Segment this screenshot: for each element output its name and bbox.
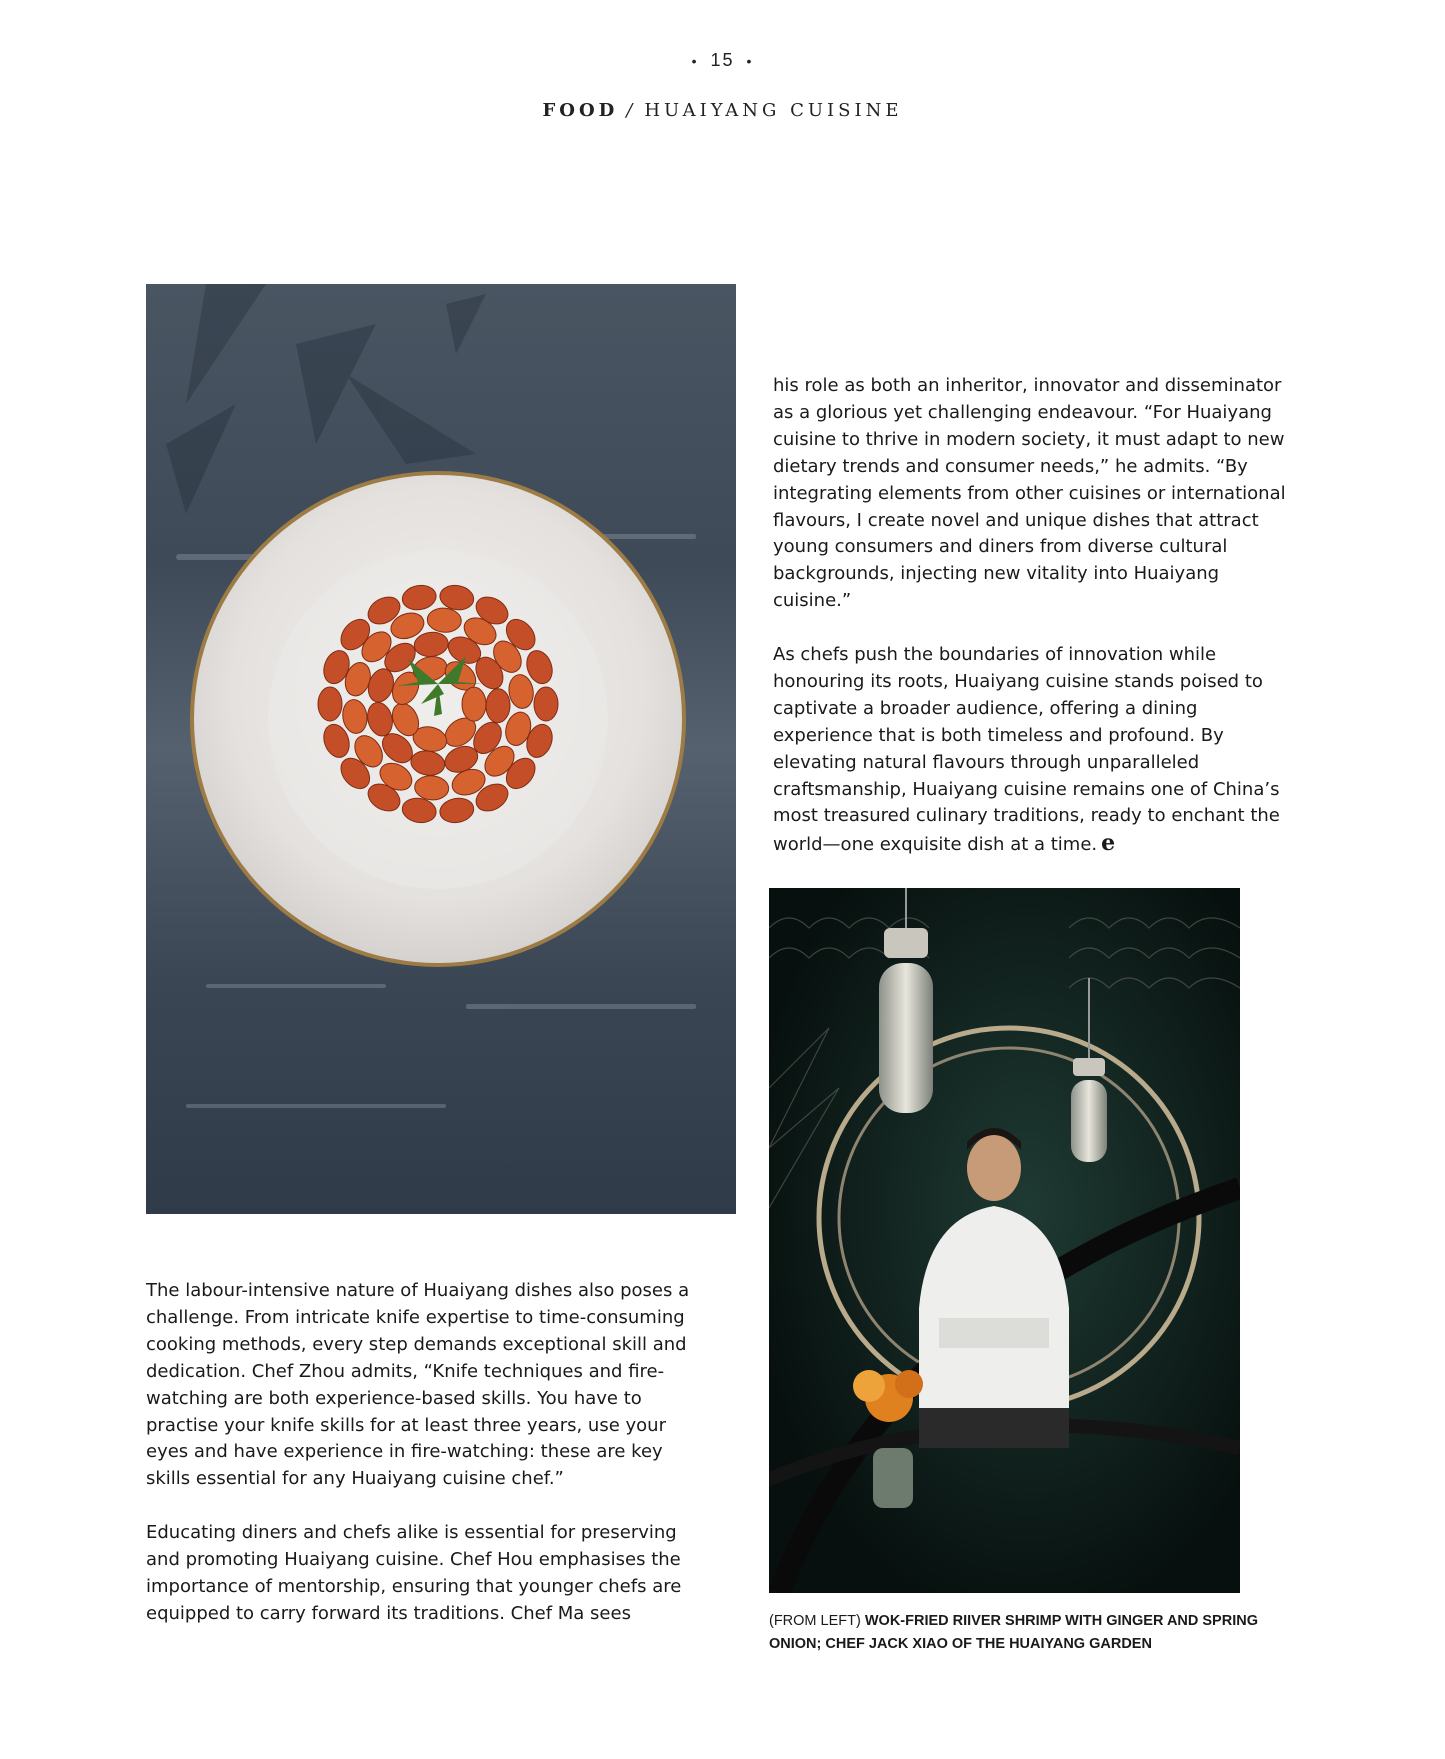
end-mark-icon: e [1101, 830, 1116, 857]
paragraph: his role as both an inheritor, innovator and disseminator as a glorious yet challenging endeavour. “For Huaiyang cuisine to thrive in modern society, it must adapt to new dietary trends and consumer needs,” he admits. “By integrating elements from other cuisines or international flavours, I create novel and unique dishes that attract young consumers and diners from diverse cultural backgrounds, injecting new vitality into Huaiyang cuisine.” [773, 375, 1286, 612]
shrimp [534, 687, 558, 721]
dish-illustration [146, 284, 736, 1214]
left-column-text [146, 1278, 706, 1628]
page-number [0, 50, 1445, 71]
right-column-text [773, 373, 1293, 859]
bullet-icon: • [746, 53, 754, 70]
paragraph-text: As chefs push the boundaries of innovation while honouring its roots, Huaiyang cuisine stands poised to captivate a broader audience, offering a dining experience that is both timeless and profound. By elevating natural flavours through unparalleled craftsmanship, Huaiyang cuisine remains one of China’s most treasured culinary traditions, ready to enchant the world—one exquisite dish at a time. [773, 644, 1280, 856]
caption-lead: (FROM LEFT) [769, 1613, 861, 1629]
photo-caption [769, 1610, 1259, 1656]
section-label: FOOD [542, 100, 619, 121]
caption-text: WOK-FRIED RIIVER SHRIMP WITH GINGER AND SPRING ONION; CHEF JACK XIAO OF THE HUAIYANG GARDEN [769, 1613, 1258, 1652]
page-number-value: 15 [710, 50, 735, 70]
shrimp-dish-photo [146, 284, 736, 1214]
chef-illustration [769, 888, 1240, 1593]
shrimp [318, 687, 342, 721]
shrimp [462, 687, 486, 721]
chef-portrait-photo [769, 888, 1240, 1593]
running-head [0, 100, 1445, 121]
paragraph: The labour-intensive nature of Huaiyang dishes also poses a challenge. From intricate knife expertise to time-consuming cooking methods, every step demands exceptional skill and dedication. Chef Zhou admits, “Knife techniques and fire-watching are both experience-based skills. You have to practise your knife skills for at least three years, use your eyes and have experience in fire-watching: these are key skills essential for any Huaiyang cuisine chef.” [146, 1280, 690, 1490]
section-separator: / [626, 100, 637, 121]
bullet-icon: • [691, 53, 699, 70]
subsection-label: HUAIYANG CUISINE [644, 100, 903, 121]
shrimp [486, 688, 511, 723]
paragraph: Educating diners and chefs alike is essential for preserving and promoting Huaiyang cuisine. Chef Hou emphasises the importance of mentorship, ensuring that younger chefs are equipped to carry forward its traditions. Chef Ma sees [146, 1522, 682, 1624]
paragraph [773, 642, 1293, 859]
